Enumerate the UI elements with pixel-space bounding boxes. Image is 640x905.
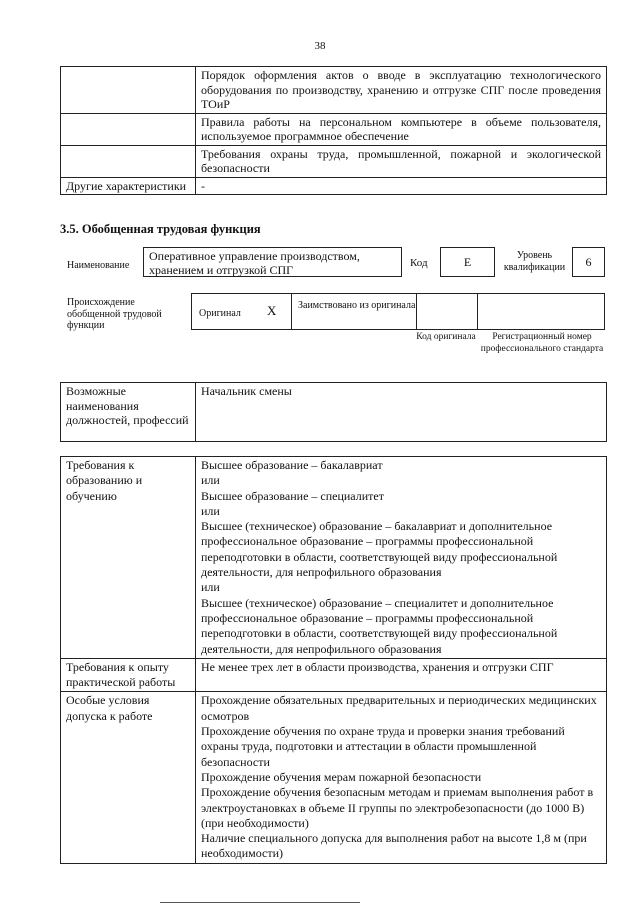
table-row bbox=[61, 113, 607, 145]
code-caption: Код оригинала bbox=[416, 332, 476, 342]
page-number: 38 bbox=[314, 40, 326, 52]
list-item: или bbox=[201, 580, 220, 595]
table-row bbox=[61, 658, 607, 692]
table-row bbox=[61, 457, 607, 659]
row-value: - bbox=[196, 177, 607, 195]
row-value bbox=[196, 457, 607, 659]
list-item: или bbox=[201, 503, 220, 518]
row-label: Возможные наименования должностей, профессий bbox=[61, 383, 196, 442]
original-mark: Х bbox=[267, 303, 277, 318]
row-label: Требования к опыту практической работы bbox=[61, 658, 196, 692]
function-name: Оперативное управление производством, хранением и отгрузкой СПГ bbox=[143, 247, 402, 277]
row-label: Другие характеристики bbox=[61, 177, 196, 195]
list-item: Прохождение обучения безопасным методам и приемам выполнения работ в электроустановках в объеме II группы по электробезопасности (до 1000 В) (при необходимости) bbox=[201, 785, 594, 830]
footer-rule bbox=[160, 902, 360, 903]
table-row bbox=[61, 145, 607, 177]
list-item: Высшее (техническое) образование – специалитет и дополнительное профессиональное образование – программы профессиональной переподготовки в области, соответствующей виду профессиональной деятельности, для непрофильного образования bbox=[201, 595, 558, 656]
list-item: Прохождение обязательных предварительных и периодических медицинских осмотров bbox=[201, 693, 597, 723]
row-label bbox=[61, 113, 196, 145]
list-item: Высшее образование – специалитет bbox=[201, 488, 384, 503]
row-value: Правила работы на персональном компьютере в объеме пользователя, используемое программное обеспечение bbox=[196, 113, 607, 145]
row-value bbox=[196, 692, 607, 863]
name-label: Наименование bbox=[67, 260, 130, 271]
requirements-table bbox=[60, 456, 607, 864]
table-row bbox=[61, 177, 607, 195]
list-item: или bbox=[201, 473, 220, 488]
level-value: 6 bbox=[572, 247, 605, 277]
reg-caption: Регистрационный номер профессионального стандарта bbox=[480, 332, 604, 354]
row-label bbox=[61, 67, 196, 114]
row-label: Требования к образованию и обучению bbox=[61, 457, 196, 659]
code-value: Е bbox=[440, 247, 495, 277]
row-label bbox=[61, 145, 196, 177]
list-item: Высшее (техническое) образование – бакалавриат и дополнительное профессиональное образование – программы профессиональной переподготовки в области, соответствующей виду профессиональной деятельности, для непрофильного образования bbox=[201, 519, 558, 580]
row-value: Начальник смены bbox=[196, 383, 607, 442]
level-label: Уровень квалификации bbox=[503, 250, 566, 273]
row-value: Требования охраны труда, промышленной, пожарной и экологической безопасности bbox=[196, 145, 607, 177]
list-item: Наличие специального допуска для выполнения работ на высоте 1,8 м (при необходимости) bbox=[201, 831, 587, 861]
table-row bbox=[61, 383, 607, 442]
row-value: Порядок оформления актов о вводе в эксплуатацию технологического оборудования по производству, хранению и отгрузке СПГ после проведения ТОиР bbox=[196, 67, 607, 114]
row-label: Особые условия допуска к работе bbox=[61, 692, 196, 863]
knowledge-table bbox=[60, 66, 607, 195]
section-title: 3.5. Обобщенная трудовая функция bbox=[60, 222, 261, 236]
positions-table bbox=[60, 382, 607, 442]
table-row bbox=[61, 692, 607, 863]
list-item: Прохождение обучения мерам пожарной безопасности bbox=[201, 769, 482, 784]
table-row bbox=[61, 67, 607, 114]
borrowed-label: Заимствовано из оригинала bbox=[298, 300, 416, 311]
list-item: Высшее образование – бакалавриат bbox=[201, 458, 383, 472]
code-label: Код bbox=[410, 257, 428, 269]
origin-row bbox=[191, 293, 605, 330]
list-item: Прохождение обучения по охране труда и проверки знания требований охраны труда, подготовки и аттестации в области промышленной безопасности bbox=[201, 724, 565, 769]
origin-label: Происхождение обобщенной трудовой функции bbox=[67, 297, 162, 331]
row-value: Не менее трех лет в области производства, хранения и отгрузки СПГ bbox=[196, 658, 607, 692]
original-label: Оригинал bbox=[199, 308, 241, 319]
